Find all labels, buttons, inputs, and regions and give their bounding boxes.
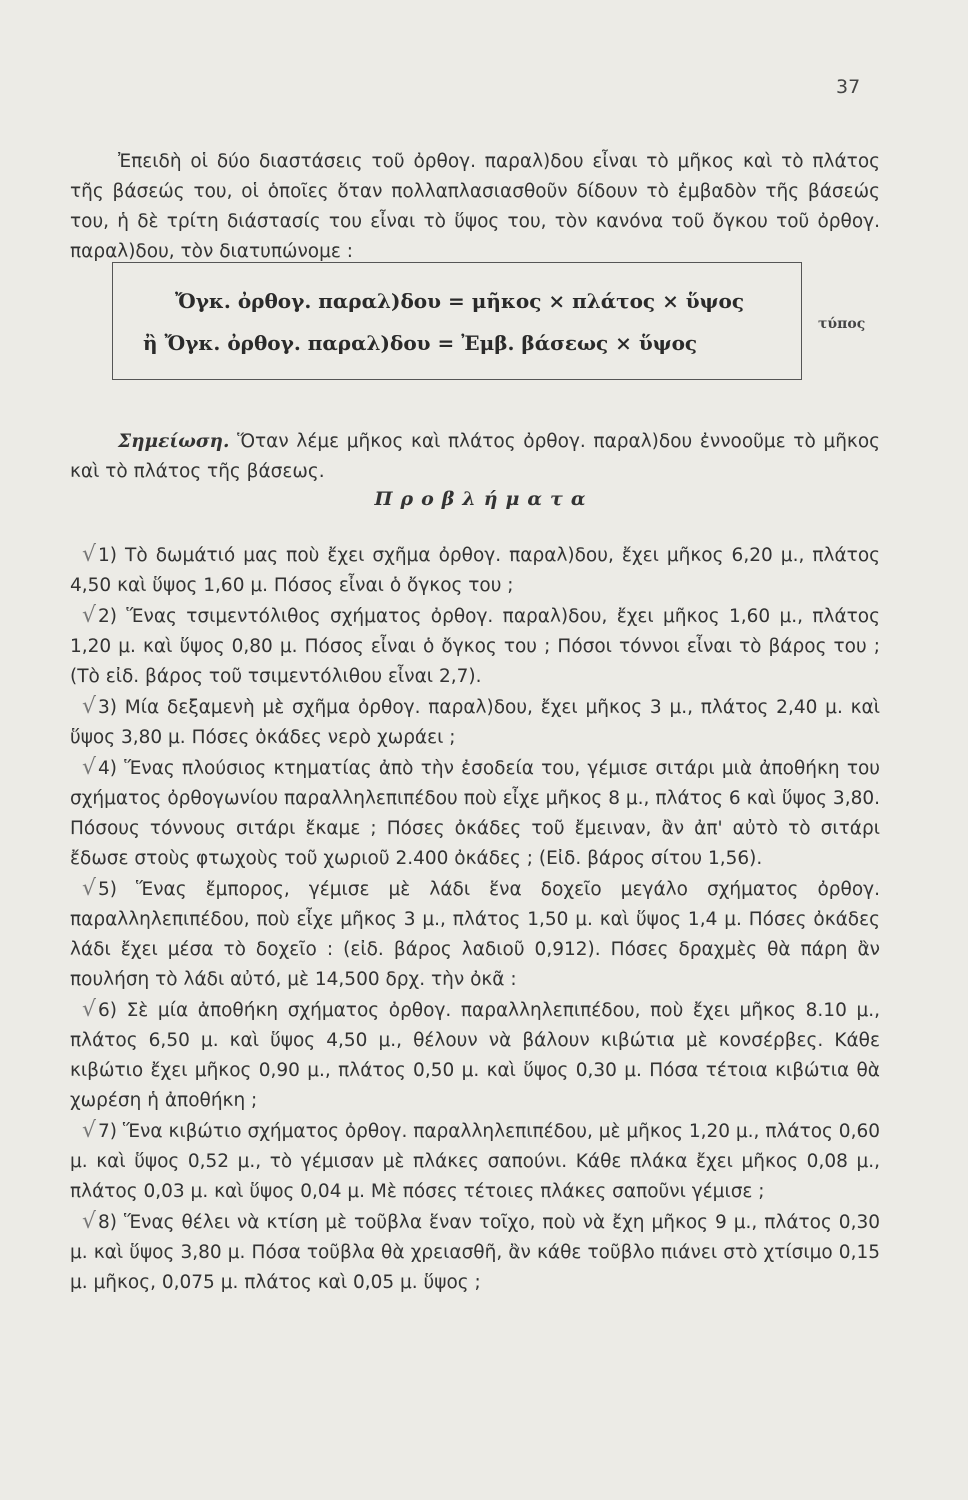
- formula-label: τύπος: [818, 316, 866, 332]
- check-mark-icon: √: [82, 603, 97, 628]
- problem-text: 3) Μία δεξαμενὴ μὲ σχῆμα ὀρθογ. παραλ)δου, ἔχει μῆκος 3 μ., πλάτος 2,40 μ. καὶ ὕψος 3,80 μ. Πόσες ὀκάδες νερὸ χωράει ;: [70, 697, 880, 748]
- problem-item: [70, 1207, 880, 1298]
- problem-text: 7) Ἕνα κιβώτιο σχήματος ὀρθογ. παραλληλεπιπέδου, μὲ μῆκος 1,20 μ., πλάτος 0,60 μ. καὶ ὕψος 0,52 μ., τὸ γέμισαν μὲ πλάκες σαπούνι. Κάθε πλάκα ἔχει μῆκος 0,08 μ., πλάτος 0,03 μ. καὶ ὕψος 0,04 μ. Μὲ πόσες τέτοιες πλάκες σαποῦνι γέμισε ;: [70, 1121, 880, 1202]
- intro-paragraph: Ἐπειδὴ οἱ δύο διαστάσεις τοῦ ὀρθογ. παραλ)δου εἶναι τὸ μῆκος καὶ τὸ πλάτος τῆς βάσεώς του, οἱ ὁποῖες ὅταν πολλαπλασιασθοῦν δίδουν τὸ ἐμβαδὸν τῆς βάσεώς του, ἡ δὲ τρίτη διάστασίς του εἶναι τὸ ὕψος του, τὸν κανόνα τοῦ ὄγκου τοῦ ὀρθογ. παραλ)δου, τὸν διατυπώνομε :: [70, 150, 880, 262]
- problem-item: [70, 874, 880, 995]
- problem-text: 4) Ἕνας πλούσιος κτηματίας ἀπὸ τὴν ἐσοδεία του, γέμισε σιτάρι μιὰ ἀποθήκη του σχήματος ὀρθογωνίου παραλληλεπιπέδου ποὺ εἶχε μῆκος 8 μ., πλάτος 6 καὶ ὕψος 3,80. Πόσους τόννους σιτάρι ἔκαμε ; Πόσες ὀκάδες τοῦ ἔμειναν, ἂν ἀπ' αὐτὸ τὸ σιτάρι ἔδωσε στοὺς φτωχοὺς τοῦ χωριοῦ 2.400 ὀκάδες ; (Εἰδ. βάρος σίτου 1,56).: [70, 758, 880, 869]
- formula-box: [112, 262, 802, 380]
- problem-item: [70, 692, 880, 753]
- note-paragraph: [70, 427, 880, 487]
- formula-line-2: ἢ Ὄγκ. ὀρθογ. παραλ)δου = Ἐμβ. βάσεως × ὕψος: [143, 331, 698, 355]
- problem-text: 1) Τὸ δωμάτιό μας ποὺ ἔχει σχῆμα ὀρθογ. παραλ)δου, ἔχει μῆκος 6,20 μ., πλάτος 4,50 καὶ ὕψος 1,60 μ. Πόσος εἶναι ὁ ὄγκος του ;: [70, 545, 880, 596]
- problem-item: [70, 995, 880, 1116]
- check-mark-icon: √: [82, 876, 97, 901]
- check-mark-icon: √: [82, 997, 97, 1022]
- problem-item: [70, 753, 880, 874]
- check-mark-icon: √: [82, 1118, 97, 1143]
- formula-line-1: Ὄγκ. ὀρθογ. παραλ)δου = μῆκος × πλάτος × ὕψος: [175, 289, 745, 313]
- problem-item: [70, 601, 880, 692]
- problems-list: [70, 540, 880, 1298]
- problems-title: Προβλήματα: [374, 488, 594, 510]
- note-label: Σημείωση.: [118, 430, 230, 452]
- problem-item: [70, 1116, 880, 1207]
- check-mark-icon: √: [82, 1209, 97, 1234]
- problem-text: 2) Ἕνας τσιμεντόλιθος σχήματος ὀρθογ. παραλ)δου, ἔχει μῆκος 1,60 μ., πλάτος 1,20 μ. καὶ ὕψος 0,80 μ. Πόσος εἶναι ὁ ὄγκος του ; Πόσοι τόννοι εἶναι τὸ βάρος του ; (Τὸ εἰδ. βάρος τοῦ τσιμεντόλιθου εἶναι 2,7).: [70, 606, 880, 687]
- problem-text: 8) Ἕνας θέλει νὰ κτίση μὲ τοῦβλα ἕναν τοῖχο, ποὺ νὰ ἔχη μῆκος 9 μ., πλάτος 0,30 μ. καὶ ὕψος 3,80 μ. Πόσα τοῦβλα θὰ χρειασθῆ, ἂν κάθε τοῦβλο πιάνει στὸ χτίσιμο 0,15 μ. μῆκος, 0,075 μ. πλάτος καὶ 0,05 μ. ὕψος ;: [70, 1212, 880, 1293]
- problem-text: 6) Σὲ μία ἀποθήκη σχήματος ὀρθογ. παραλληλεπιπέδου, ποὺ ἔχει μῆκος 8.10 μ., πλάτος 6,50 μ. καὶ ὕψος 4,50 μ., θέλουν νὰ βάλουν κιβώτια μὲ κονσέρβες. Κάθε κιβώτιο ἔχει μῆκος 0,90 μ., πλάτος 0,50 μ. καὶ ὕψος 0,30 μ. Πόσα τέτοια κιβώτια θὰ χωρέση ἡ ἀποθήκη ;: [70, 1000, 880, 1111]
- problem-text: 5) Ἕνας ἔμπορος, γέμισε μὲ λάδι ἕνα δοχεῖο μεγάλο σχήματος ὀρθογ. παραλληλεπιπέδου, ποὺ εἶχε μῆκος 3 μ., πλάτος 1,50 μ. καὶ ὕψος 1,4 μ. Πόσες ὀκάδες λάδι ἔχει μέσα τὸ δοχεῖο : (εἰδ. βάρος λαδιοῦ 0,912). Πόσες δραχμὲς θὰ πάρη ἂν πουλήση τὸ λάδι αὐτό, μὲ 14,500 δρχ. τὴν ὀκᾶ :: [70, 879, 880, 990]
- check-mark-icon: √: [82, 694, 97, 719]
- problem-item: [70, 540, 880, 601]
- note-text: Ὅταν λέμε μῆκος καὶ πλάτος ὀρθογ. παραλ)δου ἐννοοῦμε τὸ μῆκος καὶ τὸ πλάτος τῆς βάσεως.: [70, 430, 881, 482]
- page-number: 37: [836, 76, 861, 98]
- check-mark-icon: √: [82, 755, 97, 780]
- check-mark-icon: √: [82, 542, 97, 567]
